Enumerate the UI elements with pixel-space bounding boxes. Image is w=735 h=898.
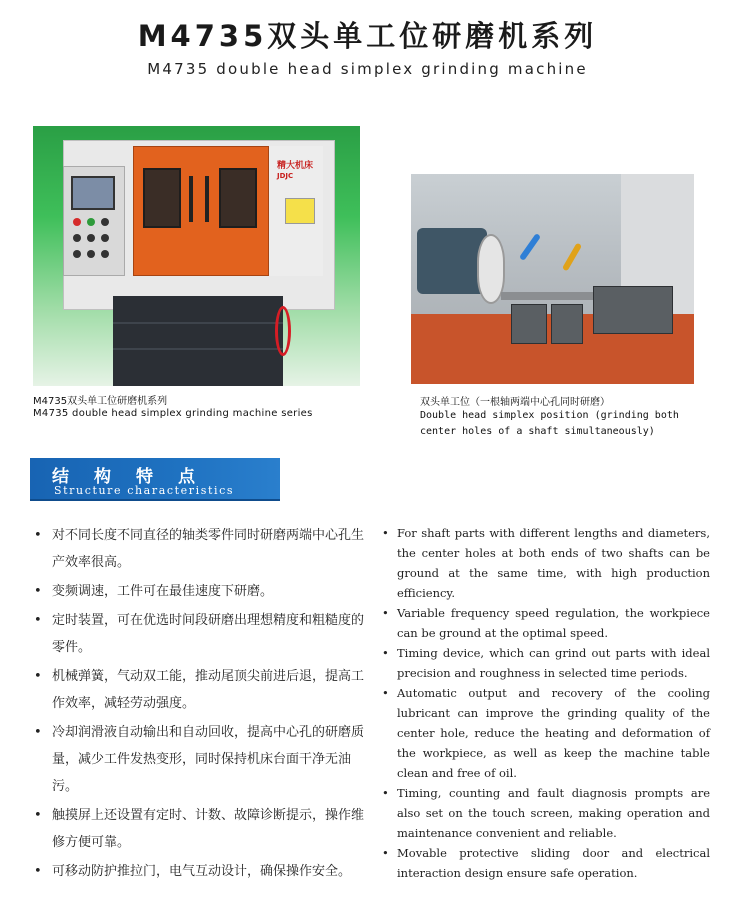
bullet: • bbox=[34, 808, 42, 823]
control-button bbox=[73, 234, 81, 242]
door-window bbox=[143, 168, 181, 228]
control-button bbox=[101, 234, 109, 242]
bullet: • bbox=[34, 613, 42, 628]
list-item: • Variable frequency speed regulation, the workpiece can be ground at the optimal speed. bbox=[382, 603, 710, 643]
warning-label bbox=[285, 198, 315, 224]
list-item: • 变频调速，工件可在最佳速度下研磨。 bbox=[34, 578, 364, 605]
control-button bbox=[101, 250, 109, 258]
control-button bbox=[87, 250, 95, 258]
touch-screen bbox=[71, 176, 115, 210]
list-item: • 触摸屏上还设置有定时、计数、故障诊断提示，操作维修方便可靠。 bbox=[34, 802, 364, 856]
list-item: • Automatic output and recovery of the cooling lubricant can improve the grinding quality of the center hole, reduce the heating and deformation of the workpiece, as well as keep the machine table clean and free of oil. bbox=[382, 683, 710, 783]
left-photo-caption-cn: M4735双头单工位研磨机系列 bbox=[33, 396, 168, 407]
machine-base bbox=[113, 296, 283, 386]
fixture-block bbox=[511, 304, 547, 344]
list-item: • 冷却润滑液自动输出和自动回收，提高中心孔的研磨质量，减少工件发热变形，同时保持机床台面干净无油污。 bbox=[34, 719, 364, 800]
section-banner bbox=[30, 458, 280, 501]
coolant-pipe bbox=[519, 233, 541, 261]
list-item: • Movable protective sliding door and electrical interaction design ensure safe operation. bbox=[382, 843, 710, 883]
tailstock bbox=[593, 286, 673, 334]
bullet: • bbox=[382, 646, 389, 660]
features-list-cn bbox=[34, 522, 364, 887]
left-photo-caption-en: M4735 double head simplex grinding machine series bbox=[33, 408, 313, 419]
list-item: • 定时装置，可在优选时间段研磨出理想精度和粗糙度的零件。 bbox=[34, 607, 364, 661]
fixture-block bbox=[551, 304, 583, 344]
air-hose bbox=[275, 306, 291, 356]
list-item: • Timing device, which can grind out parts with ideal precision and roughness in selected time periods. bbox=[382, 643, 710, 683]
control-button bbox=[73, 250, 81, 258]
bullet: • bbox=[34, 528, 42, 543]
door-window bbox=[219, 168, 257, 228]
features-list-en bbox=[382, 523, 710, 883]
control-button bbox=[87, 234, 95, 242]
bullet: • bbox=[34, 725, 42, 740]
section-title-en: Structure characteristics bbox=[54, 484, 235, 497]
right-photo-caption-en: Double head simplex position (grinding both center holes of a shaft simultaneously) bbox=[420, 410, 679, 437]
list-item: • 对不同长度不同直径的轴类零件同时研磨两端中心孔生产效率很高。 bbox=[34, 522, 364, 576]
right-photo-caption-cn: 双头单工位（一根轴两端中心孔同时研磨） bbox=[420, 397, 610, 408]
door-handle bbox=[189, 176, 193, 222]
bullet: • bbox=[382, 526, 389, 540]
bullet: • bbox=[34, 584, 42, 599]
control-button bbox=[87, 218, 95, 226]
list-item: • For shaft parts with different lengths and diameters, the center holes at both ends of two shafts can be ground at the same time, with high production efficiency. bbox=[382, 523, 710, 603]
machine-photo bbox=[33, 126, 360, 386]
bullet: • bbox=[382, 606, 389, 620]
coolant-pipe bbox=[562, 243, 582, 272]
bullet: • bbox=[34, 864, 42, 879]
brand-logo: 精大机床 JDJC bbox=[277, 161, 314, 180]
bullet: • bbox=[382, 786, 389, 800]
list-item: • 可移动防护推拉门，电气互动设计，确保操作安全。 bbox=[34, 858, 364, 885]
control-button bbox=[101, 218, 109, 226]
bullet: • bbox=[34, 669, 42, 684]
base-stripe bbox=[113, 348, 283, 350]
list-item: • Timing, counting and fault diagnosis prompts are also set on the touch screen, making operation and maintenance convenient and reliable. bbox=[382, 783, 710, 843]
bullet: • bbox=[382, 846, 389, 860]
grinding-head-photo bbox=[411, 174, 694, 384]
bullet: • bbox=[382, 686, 389, 700]
door-handle bbox=[205, 176, 209, 222]
list-item: • 机械弹簧，气动双工能，推动尾顶尖前进后退，提高工作效率，减轻劳动强度。 bbox=[34, 663, 364, 717]
page-subtitle: M4735 double head simplex grinding machine bbox=[147, 60, 588, 78]
base-stripe bbox=[113, 322, 283, 324]
section-title-cn: 结构特点 bbox=[52, 467, 220, 487]
page-title: M4735双头单工位研磨机系列 bbox=[137, 19, 598, 53]
control-button bbox=[73, 218, 81, 226]
